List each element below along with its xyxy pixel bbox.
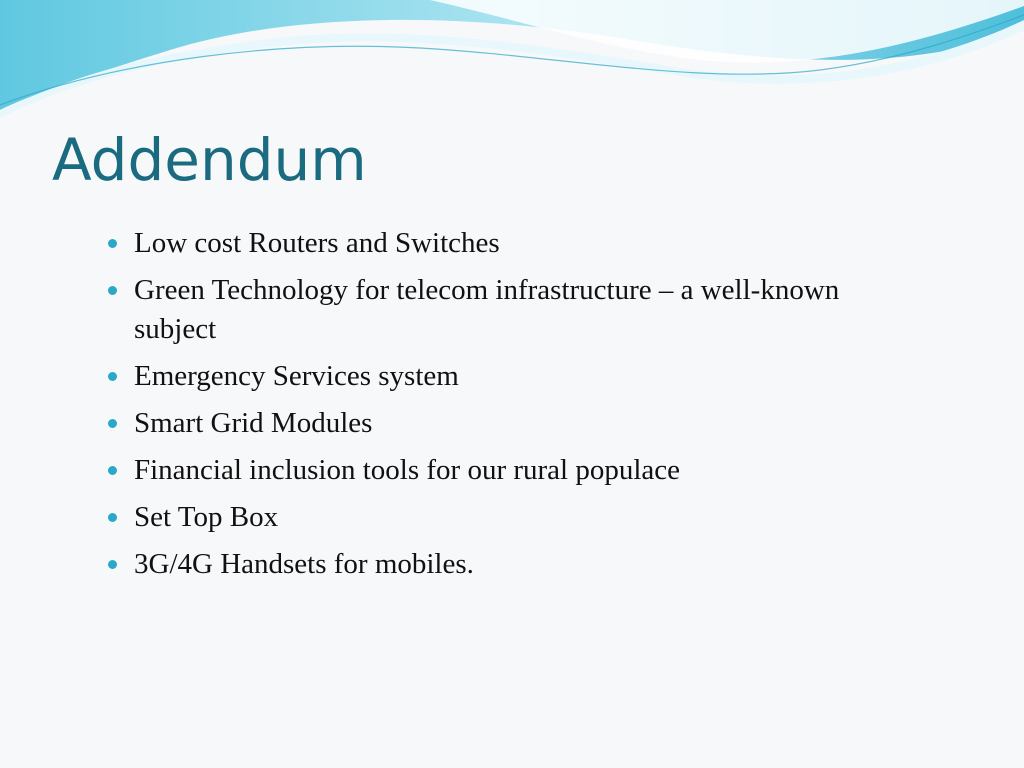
bullet-item bbox=[106, 357, 896, 396]
bullet-item bbox=[106, 498, 896, 537]
bullet-item bbox=[106, 224, 896, 263]
bullet-text: Financial inclusion tools for our rural populace bbox=[134, 454, 681, 486]
bullet-item bbox=[106, 451, 896, 490]
bullet-dot-icon bbox=[108, 560, 117, 569]
bullet-text: 3G/4G Handsets for mobiles. bbox=[134, 548, 474, 580]
bullet-text: Low cost Routers and Switches bbox=[134, 227, 500, 259]
bullet-item bbox=[106, 545, 896, 584]
bullet-text: Set Top Box bbox=[134, 501, 279, 533]
bullet-dot-icon bbox=[108, 466, 117, 475]
slide-title: Addendum bbox=[52, 126, 367, 194]
bullet-item bbox=[106, 271, 896, 349]
bullet-text: Smart Grid Modules bbox=[134, 407, 373, 439]
bullet-dot-icon bbox=[108, 419, 117, 428]
bullet-text: Green Technology for telecom infrastructure – a well-known subject bbox=[134, 274, 840, 345]
bullet-dot-icon bbox=[108, 513, 117, 522]
bullet-dot-icon bbox=[108, 239, 117, 248]
header-wave-decoration bbox=[0, 0, 1024, 130]
bullet-dot-icon bbox=[108, 286, 117, 295]
bullet-dot-icon bbox=[108, 372, 117, 381]
bullet-text: Emergency Services system bbox=[134, 360, 459, 392]
bullet-list bbox=[106, 224, 896, 592]
bullet-item bbox=[106, 404, 896, 443]
